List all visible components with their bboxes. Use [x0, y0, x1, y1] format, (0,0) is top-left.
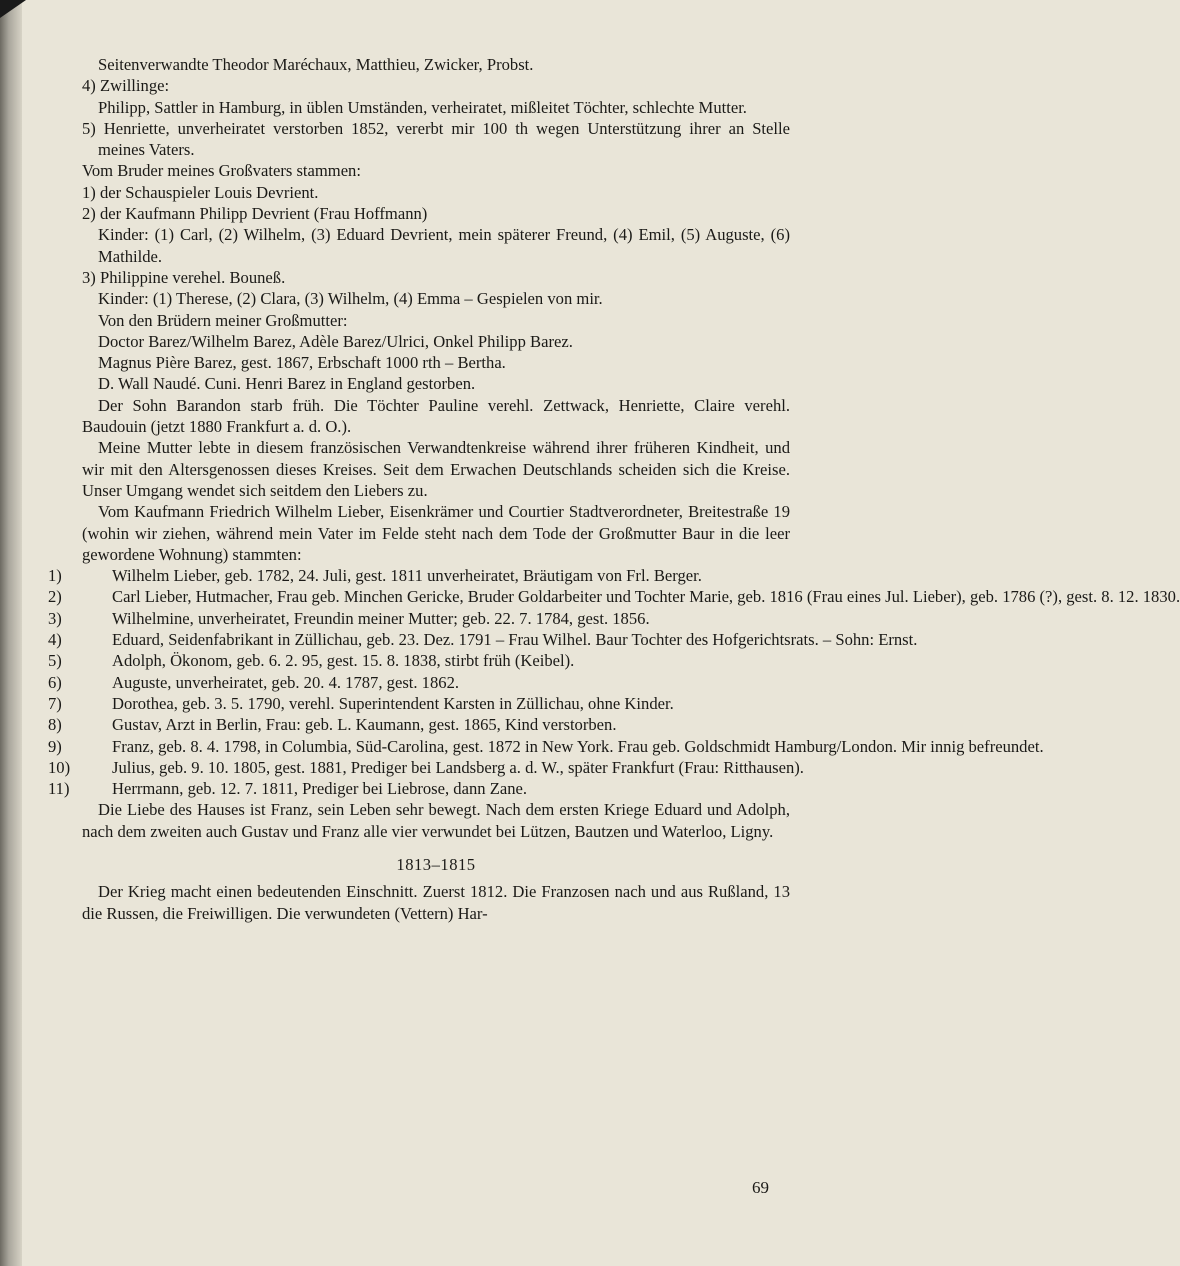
list-text: Dorothea, geb. 3. 5. 1790, verehl. Superintendent Karsten in Züllichau, ohne Kinder. [112, 693, 674, 713]
book-gutter-shadow [0, 0, 22, 1266]
list-item [48, 757, 804, 778]
list-item [48, 672, 790, 693]
list-number: 11) [48, 779, 70, 799]
list-number: 3) [48, 608, 62, 628]
list-text: Herrmann, geb. 12. 7. 1811, Prediger bei Liebrose, dann Zane. [112, 779, 528, 799]
list-item [48, 736, 1044, 757]
list-item [48, 565, 790, 586]
list-heading: 4) Zwillinge: [82, 76, 170, 96]
list-item [48, 608, 790, 629]
list-item: 3) Philippine verehel. Bouneß. [82, 267, 286, 287]
list-item: 2) der Kaufmann Philipp Devrient (Frau Hoffmann) [82, 204, 428, 224]
paragraph: Vom Kaufmann Friedrich Wilhelm Lieber, Eisenkrämer und Courtier Stadtverordneter, Breitestraße 19 (wohin wir ziehen, während mein Vater im Felde steht nach dem Tode der Großmutter Baur in die leer gewordene Wohnung) stammten: [82, 502, 790, 564]
list-text: Julius, geb. 9. 10. 1805, gest. 1881, Prediger bei Landsberg a. d. W., später Frankfurt (Frau: Ritthausen). [112, 757, 804, 777]
list-item [48, 693, 790, 714]
paragraph: Seitenverwandte Theodor Maréchaux, Matthieu, Zwicker, Probst. [98, 55, 534, 74]
list-item [48, 778, 790, 799]
paragraph: Der Krieg macht einen bedeutenden Einschnitt. Zuerst 1812. Die Franzosen nach und aus Rußland, 13 die Russen, die Freiwilligen. Die verwundeten (Vettern) Har- [82, 882, 790, 923]
list-text: Carl Lieber, Hutmacher, Frau geb. Minchen Gericke, Bruder Goldarbeiter und Tochter Marie, geb. 1816 (Frau eines Jul. Lieber), geb. 1786 (?), gest. 8. 12. 1830. [112, 587, 1180, 607]
page-number: 69 [752, 1178, 769, 1197]
list-number: 9) [48, 736, 62, 756]
paragraph: Der Sohn Barandon starb früh. Die Töchter Pauline verehl. Zettwack, Henriette, Claire verehl. Baudouin (jetzt 1880 Frankfurt a. d. O.). [82, 395, 790, 437]
page-corner [0, 0, 26, 18]
paragraph: Magnus Pière Barez, gest. 1867, Erbschaft 1000 rth – Bertha. [98, 353, 506, 373]
list-text: Auguste, unverheiratet, geb. 20. 4. 1787, gest. 1862. [112, 672, 460, 692]
list-number: 5) [48, 651, 62, 671]
paragraph: D. Wall Naudé. Cuni. Henri Barez in England gestorben. [98, 374, 476, 394]
list-text: Eduard, Seidenfabrikant in Züllichau, geb. 23. Dez. 1791 – Frau Wilhel. Baur Tochter des Hofgerichtsrats. – Sohn: Ernst. [112, 630, 918, 650]
paragraph: Von den Brüdern meiner Großmutter: [98, 310, 348, 330]
list-item: Kinder: (1) Carl, (2) Wilhelm, (3) Eduard Devrient, mein späterer Freund, (4) Emil, (5) Auguste, (6) Mathilde. [98, 225, 790, 266]
list-text: Adolph, Ökonom, geb. 6. 2. 95, gest. 15. 8. 1838, stirbt früh (Keibel). [112, 651, 575, 671]
paragraph: 5) Henriette, unverheiratet verstorben 1852, vererbt mir 100 th wegen Unterstützung ihrer an Stelle meines Vaters. [82, 118, 790, 160]
paragraph: Philipp, Sattler in Hamburg, in üblen Umständen, verheiratet, mißleitet Töchter, schlechte Mutter. [98, 97, 747, 117]
list-text: Gustav, Arzt in Berlin, Frau: geb. L. Kaumann, gest. 1865, Kind verstorben. [112, 715, 617, 735]
paragraph: Die Liebe des Hauses ist Franz, sein Leben sehr bewegt. Nach dem ersten Kriege Eduard und Adolph, nach dem zweiten auch Gustav und Franz alle vier verwundet bei Lützen, Bautzen und Waterloo, Ligny. [82, 800, 790, 841]
paragraph: Vom Bruder meines Großvaters stammen: [82, 161, 361, 181]
list-item [48, 650, 790, 671]
paragraph: Doctor Barez/Wilhelm Barez, Adèle Barez/Ulrici, Onkel Philipp Barez. [98, 331, 573, 351]
list-item [48, 629, 918, 650]
list-number: 2) [48, 587, 62, 607]
list-item: Kinder: (1) Therese, (2) Clara, (3) Wilhelm, (4) Emma – Gespielen von mir. [98, 289, 603, 309]
list-item: 1) der Schauspieler Louis Devrient. [82, 182, 319, 202]
list-text: Wilhelmine, unverheiratet, Freundin meiner Mutter; geb. 22. 7. 1784, gest. 1856. [112, 608, 650, 628]
list-item [48, 586, 1180, 607]
list-number: 4) [48, 630, 62, 650]
list-number: 1) [48, 566, 62, 586]
list-number: 10) [48, 757, 71, 777]
list-number: 8) [48, 715, 62, 735]
page-body [48, 54, 1180, 924]
lieber-children-list [48, 565, 1180, 799]
paragraph: Meine Mutter lebte in diesem französischen Verwandtenkreise während ihrer früheren Kindheit, und wir mit den Altersgenossen dieses Kreises. Seit dem Erwachen Deutschlands scheiden sich die Kreise. Unser Umgang wendet sich seitdem den Liebers zu. [82, 438, 790, 500]
section-heading: 1813–1815 [396, 854, 476, 874]
list-text: Wilhelm Lieber, geb. 1782, 24. Juli, gest. 1811 unverheiratet, Bräutigam von Frl. Berger. [112, 566, 702, 586]
list-number: 6) [48, 672, 62, 692]
list-item [48, 714, 790, 735]
list-number: 7) [48, 693, 62, 713]
list-text: Franz, geb. 8. 4. 1798, in Columbia, Süd-Carolina, gest. 1872 in New York. Frau geb. Goldschmidt Hamburg/London. Mir innig befreundet. [112, 736, 1044, 756]
